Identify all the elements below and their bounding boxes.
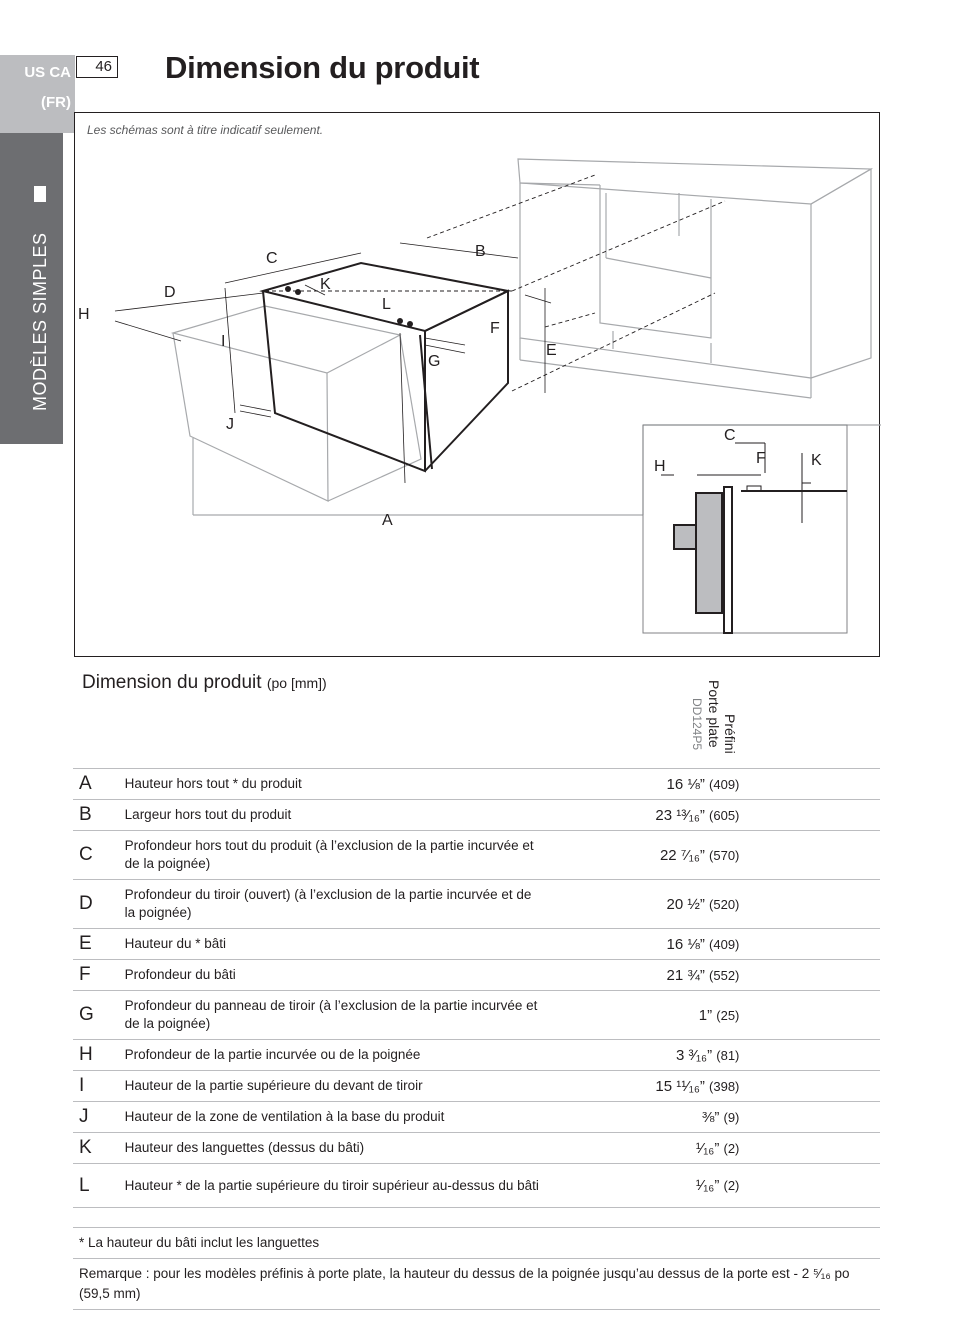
table-row	[73, 769, 880, 800]
table-unit: (po [mm])	[266, 675, 327, 691]
row-letter: L	[73, 1164, 125, 1208]
row-description: Hauteur * de la partie supérieure du tiroir supérieur au-dessus du bâti	[125, 1164, 541, 1208]
row-value	[541, 831, 741, 880]
row-spacer	[741, 880, 880, 929]
row-spacer	[741, 800, 880, 831]
row-spacer	[741, 991, 880, 1040]
value-mm: (2)	[723, 1178, 740, 1193]
table-row	[73, 880, 880, 929]
row-value	[541, 1133, 741, 1164]
inset-label-c: C	[724, 427, 736, 444]
inset-label-h: H	[654, 458, 666, 475]
row-description: Profondeur du panneau de tiroir (à l’exclusion de la partie incurvée et de la poignée)	[125, 991, 541, 1040]
value-mm: (520)	[709, 896, 740, 912]
column-model: DD124P5	[690, 698, 704, 751]
table-heading	[82, 672, 327, 694]
row-letter: I	[73, 1071, 125, 1102]
row-value	[541, 1071, 741, 1102]
dim-label-h: H	[78, 306, 90, 323]
section-marker	[34, 186, 46, 202]
dimension-table	[73, 768, 880, 1208]
row-description: Profondeur hors tout du produit (à l’exclusion de la partie incurvée et de la poignée)	[125, 831, 541, 880]
row-value	[541, 991, 741, 1040]
row-value	[541, 929, 741, 960]
value-mm: (570)	[709, 847, 740, 863]
row-spacer	[741, 929, 880, 960]
row-value	[541, 1040, 741, 1071]
dimension-figure	[74, 112, 880, 657]
row-letter: J	[73, 1102, 125, 1133]
row-value	[541, 880, 741, 929]
value-mm: (9)	[723, 1109, 740, 1125]
value-inches: 15 ¹¹⁄₁₆”	[655, 1077, 705, 1095]
region-language: (FR)	[41, 94, 71, 111]
dim-label-f: F	[490, 320, 500, 337]
row-spacer	[741, 1040, 880, 1071]
dim-label-i: I	[221, 333, 226, 350]
dimension-drawing	[75, 113, 881, 658]
value-mm: (552)	[709, 967, 740, 983]
dim-label-k: K	[320, 276, 331, 293]
row-letter: A	[73, 769, 125, 800]
value-mm: (605)	[709, 807, 740, 823]
footnote-frame-height: * La hauteur du bâti inclut les languettes	[73, 1227, 880, 1258]
row-description: Profondeur du tiroir (ouvert) (à l’exclusion de la partie incurvée et de la poignée)	[125, 880, 541, 929]
value-inches: 20 ½”	[666, 895, 705, 913]
table-row	[73, 1040, 880, 1071]
row-letter: K	[73, 1133, 125, 1164]
side-section-label: MODÈLES SIMPLES	[30, 232, 50, 411]
row-letter: F	[73, 960, 125, 991]
footnotes	[73, 1227, 880, 1310]
row-letter: B	[73, 800, 125, 831]
row-letter: G	[73, 991, 125, 1040]
row-spacer	[741, 1102, 880, 1133]
row-letter: C	[73, 831, 125, 880]
row-value	[541, 800, 741, 831]
value-inches: 16 ⅛”	[666, 935, 705, 953]
value-inches: ⅜”	[701, 1108, 720, 1126]
value-mm: (25)	[716, 1007, 740, 1023]
table-row	[73, 991, 880, 1040]
row-spacer	[741, 769, 880, 800]
row-description: Hauteur de la zone de ventilation à la base du produit	[125, 1102, 541, 1133]
dim-label-b: B	[475, 243, 486, 260]
row-value	[541, 769, 741, 800]
row-description: Hauteur hors tout * du produit	[125, 769, 541, 800]
column-finish: Préfini	[722, 714, 738, 754]
inset-label-f: F	[756, 450, 766, 467]
row-letter: H	[73, 1040, 125, 1071]
row-description: Profondeur de la partie incurvée ou de la poignée	[125, 1040, 541, 1071]
value-mm: (81)	[716, 1047, 740, 1063]
inset-label-k: K	[811, 452, 822, 469]
row-description: Hauteur des languettes (dessus du bâti)	[125, 1133, 541, 1164]
row-description: Profondeur du bâti	[125, 960, 541, 991]
page-number: 46	[76, 56, 118, 78]
value-inches: 16 ⅛”	[666, 775, 705, 793]
value-mm: (2)	[723, 1140, 740, 1156]
value-mm: (409)	[709, 776, 740, 792]
row-letter: E	[73, 929, 125, 960]
row-description: Hauteur de la partie supérieure du devant de tiroir	[125, 1071, 541, 1102]
row-value	[541, 1102, 741, 1133]
table-row	[73, 1164, 880, 1208]
value-inches: 23 ¹³⁄₁₆”	[655, 806, 705, 824]
row-description: Largeur hors tout du produit	[125, 800, 541, 831]
table-row	[73, 1071, 880, 1102]
table-row	[73, 800, 880, 831]
figure-note: Les schémas sont à titre indicatif seulement.	[87, 123, 324, 137]
row-spacer	[741, 1133, 880, 1164]
dim-label-d: D	[164, 284, 176, 301]
dim-label-a: A	[382, 512, 393, 529]
table-row	[73, 960, 880, 991]
value-mm: (398)	[709, 1078, 740, 1094]
dim-label-e: E	[546, 342, 557, 359]
table-row	[73, 831, 880, 880]
footnote-remark: Remarque : pour les modèles préfinis à porte plate, la hauteur du dessus de la poignée jusqu’au dessus de la porte est - 2 ⁵⁄₁₆ po (59,5 mm)	[73, 1258, 880, 1310]
dim-label-c: C	[266, 250, 278, 267]
region-code: US CA	[24, 64, 71, 81]
value-inches: 21 ¾”	[666, 966, 705, 984]
side-section-band	[0, 133, 63, 444]
value-mm: (409)	[709, 936, 740, 952]
row-spacer	[741, 1164, 880, 1208]
row-spacer	[741, 960, 880, 991]
dim-label-g: G	[428, 353, 441, 370]
row-spacer	[741, 831, 880, 880]
value-inches: ¹⁄₁₆”	[695, 1139, 720, 1157]
dim-label-l: L	[382, 296, 391, 313]
row-spacer	[741, 1071, 880, 1102]
table-title: Dimension du produit	[82, 672, 262, 693]
value-inches: 1”	[698, 1006, 713, 1024]
model-column-header	[682, 680, 742, 760]
value-inches: 22 ⁷⁄₁₆”	[659, 846, 705, 864]
table-row	[73, 929, 880, 960]
row-letter: D	[73, 880, 125, 929]
region-tab	[0, 55, 75, 133]
value-inches: 3 ³⁄₁₆”	[675, 1046, 713, 1064]
dim-label-j: J	[226, 416, 234, 433]
column-door-style: Porte plate	[706, 680, 722, 748]
row-value	[541, 1164, 741, 1208]
row-value	[541, 960, 741, 991]
value-inches: ¹⁄₁₆”	[695, 1177, 720, 1194]
table-row	[73, 1133, 880, 1164]
row-description: Hauteur du * bâti	[125, 929, 541, 960]
page-title: Dimension du produit	[165, 50, 480, 85]
table-row	[73, 1102, 880, 1133]
